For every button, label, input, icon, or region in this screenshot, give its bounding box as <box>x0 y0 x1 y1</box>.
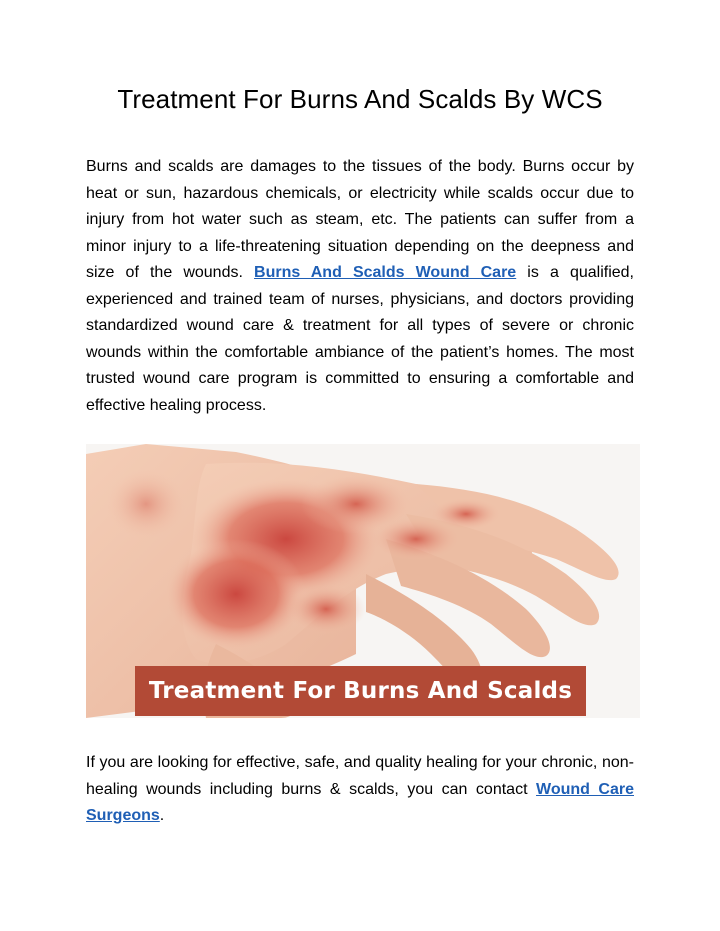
page-title: Treatment For Burns And Scalds By WCS <box>117 84 603 114</box>
image-banner <box>135 666 586 716</box>
image-banner-text: Treatment For Burns And Scalds <box>148 678 573 704</box>
wound-care-surgeons-link[interactable]: Wound Care Surgeons <box>86 780 634 824</box>
closing-text-end: . <box>159 807 165 824</box>
burned-hand-image <box>86 444 640 718</box>
intro-text-start: Burns and scalds are damages to the tissues of the body. Burns occur by heat or sun, hazardous chemicals, or electricity while scalds occur due to injury from hot water such as steam, etc. The patients can suffer from a minor injury to a life-threatening situation depending on the deepness and size of the wounds. <box>86 158 634 281</box>
intro-text-end: is a qualified, experienced and trained team of nurses, physicians, and doctors providing standardized wound care & treatment for all types of severe or chronic wounds within the comfortable ambiance of the patient’s homes. The most trusted wound care program is committed to ensuring a comfortable and effective healing process. <box>86 264 634 414</box>
closing-text-start: If you are looking for effective, safe, and quality healing for your chronic, non-healing wounds including burns & scalds, you can contact <box>86 754 634 798</box>
intro-paragraph <box>86 154 634 419</box>
closing-paragraph <box>86 750 634 830</box>
burns-scalds-wound-care-link[interactable]: Burns And Scalds Wound Care <box>254 264 517 281</box>
